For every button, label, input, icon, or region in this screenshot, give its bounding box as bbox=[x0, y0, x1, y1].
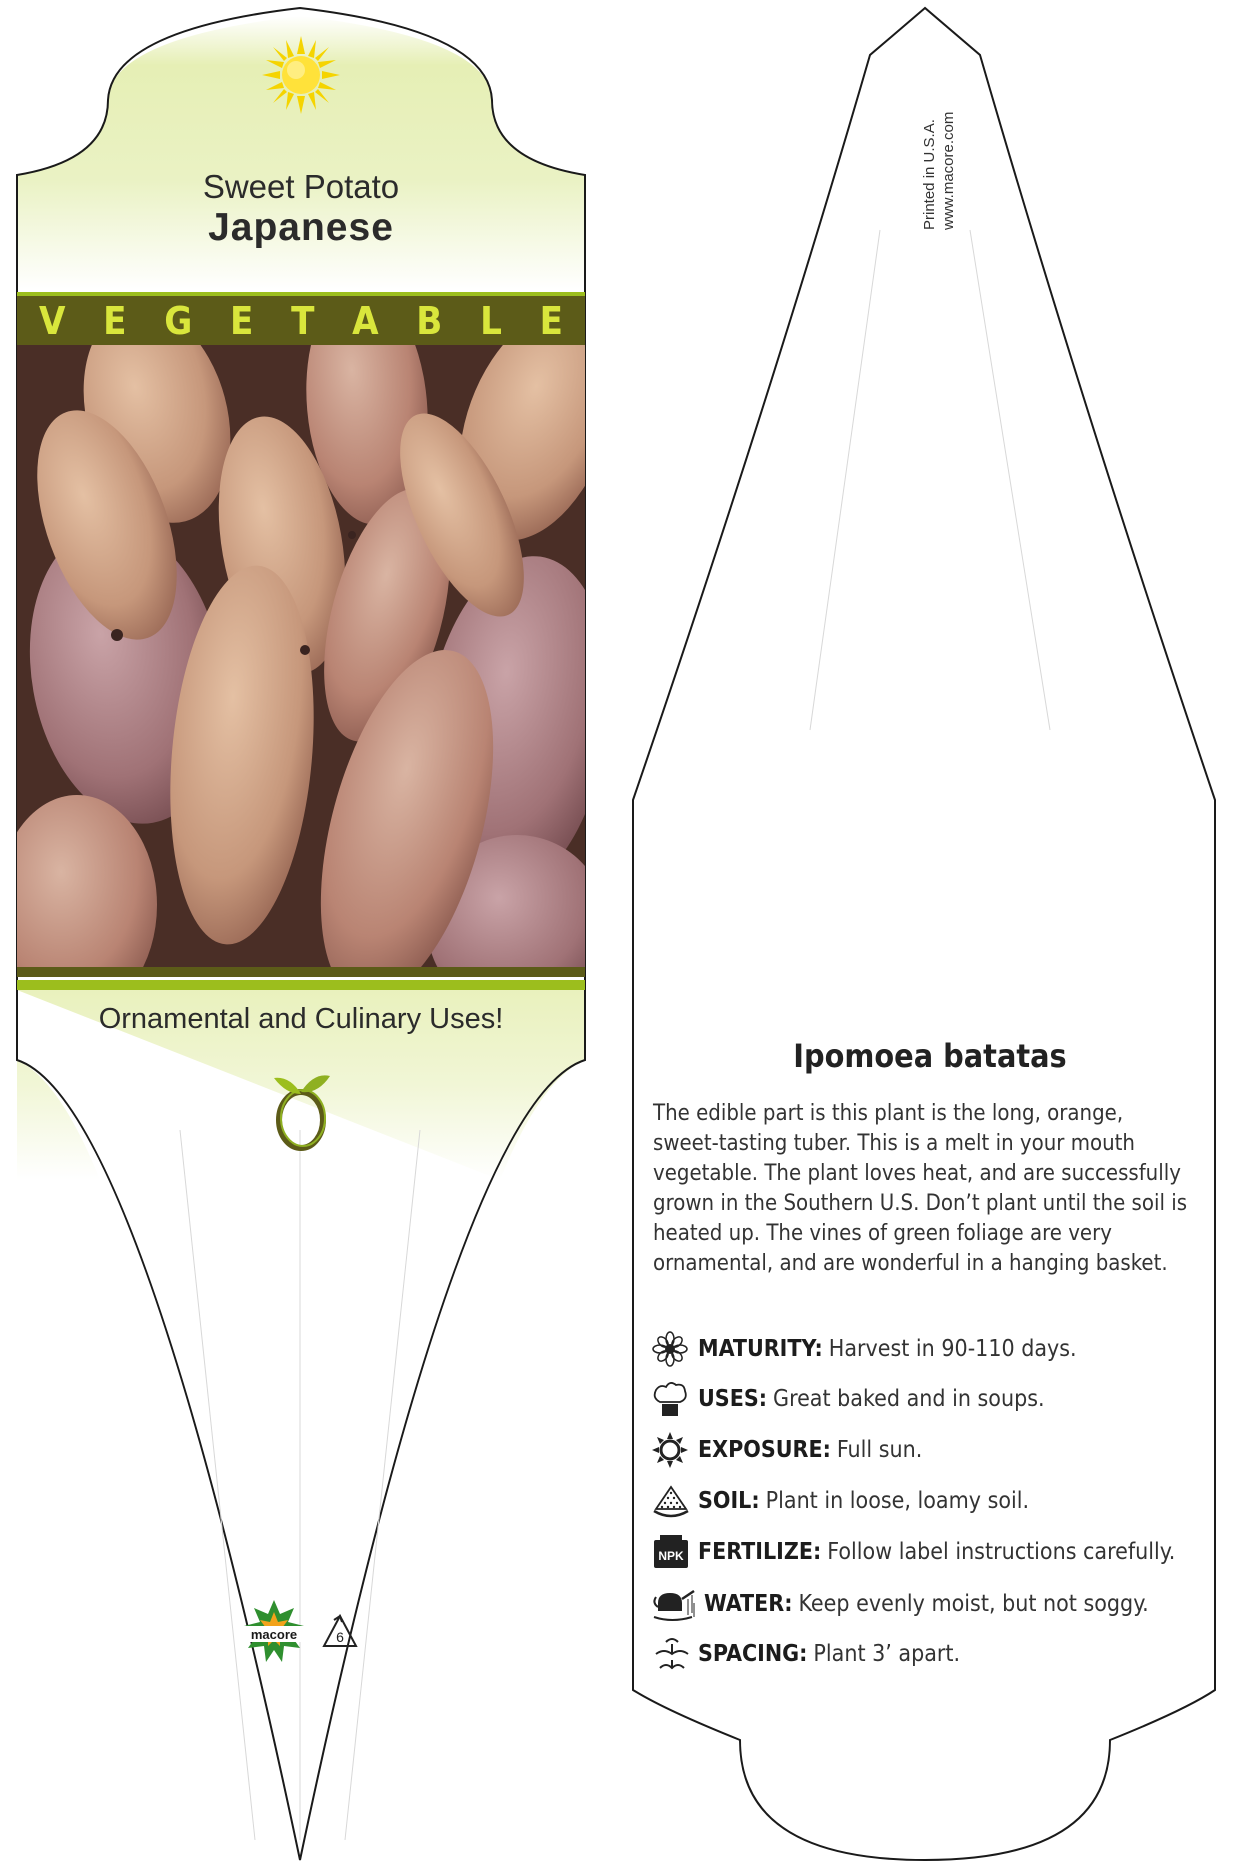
seed-logo-icon bbox=[268, 1068, 334, 1152]
sun-icon bbox=[652, 1430, 698, 1470]
attr-label: SPACING: bbox=[698, 1641, 808, 1667]
npk-icon bbox=[652, 1532, 698, 1572]
photo-divider-green bbox=[17, 980, 585, 990]
sweet-potato-photo bbox=[17, 345, 585, 967]
plant-description: The edible part is this plant is the long, orange, sweet-tasting tuber. This is a melt in your mouth vegetable. The plant loves heat, and are successfully grown in the Southern U.S. Don’t plant until the soil is heated up. The vines of green foliage are very ornamental, and are wonderful in a hanging basket. bbox=[653, 1101, 1188, 1276]
attr-spacing bbox=[652, 1634, 960, 1674]
category-letter: A bbox=[352, 299, 379, 343]
category-letter: V bbox=[39, 299, 66, 343]
category-letter: T bbox=[291, 299, 315, 343]
attr-label: FERTILIZE: bbox=[698, 1539, 822, 1565]
plant-common-name: Sweet Potato bbox=[202, 168, 400, 205]
front-guide-line bbox=[180, 1130, 255, 1840]
chef-hat-icon bbox=[652, 1379, 698, 1419]
recycle-code: 6 bbox=[336, 1629, 344, 1645]
attr-label: MATURITY: bbox=[698, 1336, 823, 1362]
npk-label: NPK bbox=[658, 1549, 684, 1563]
attr-value: Full sun. bbox=[836, 1437, 923, 1463]
attr-exposure bbox=[652, 1430, 922, 1470]
category-letter: E bbox=[103, 299, 127, 343]
attr-value: Harvest in 90-110 days. bbox=[828, 1336, 1077, 1362]
attr-label: SOIL: bbox=[698, 1488, 760, 1514]
attr-maturity bbox=[652, 1329, 1077, 1369]
macore-logo-icon bbox=[240, 1598, 308, 1668]
soil-icon bbox=[652, 1481, 698, 1521]
back-guide-line bbox=[970, 230, 1050, 730]
brand-name: macore bbox=[250, 1627, 298, 1642]
attr-value: Follow label instructions carefully. bbox=[827, 1539, 1176, 1565]
printed-website: www.macore.com bbox=[940, 111, 957, 230]
attr-value: Plant in loose, loamy soil. bbox=[765, 1488, 1030, 1514]
printed-info bbox=[920, 112, 958, 230]
category-letter: E bbox=[230, 299, 254, 343]
attr-label: WATER: bbox=[704, 1591, 793, 1617]
category-letter: L bbox=[480, 299, 502, 343]
plant-variety-name: Japanese bbox=[208, 206, 394, 249]
printed-country: Printed in U.S.A. bbox=[921, 119, 938, 230]
attr-fertilize bbox=[652, 1532, 1175, 1572]
back-tag-outline bbox=[633, 8, 1215, 1860]
front-guide-line bbox=[345, 1130, 420, 1840]
category-banner-text bbox=[17, 295, 585, 347]
attr-label: EXPOSURE: bbox=[698, 1437, 831, 1463]
photo-divider-dark bbox=[17, 967, 585, 977]
tagline: Ornamental and Culinary Uses! bbox=[98, 1003, 504, 1035]
attr-value: Plant 3’ apart. bbox=[813, 1641, 961, 1667]
category-letter: E bbox=[539, 299, 563, 343]
category-letter: B bbox=[416, 299, 443, 343]
attr-soil bbox=[652, 1481, 1029, 1521]
scientific-name: Ipomoea batatas bbox=[793, 1037, 1067, 1075]
recycle-icon bbox=[320, 1612, 360, 1652]
sun-icon bbox=[262, 36, 340, 114]
category-letter: G bbox=[164, 299, 193, 343]
attr-uses bbox=[652, 1379, 1045, 1419]
attr-value: Great baked and in soups. bbox=[773, 1386, 1045, 1412]
watering-can-icon bbox=[652, 1584, 704, 1624]
seedling-icon bbox=[652, 1634, 698, 1674]
attr-water bbox=[652, 1584, 1149, 1624]
attr-label: USES: bbox=[698, 1386, 768, 1412]
back-guide-line bbox=[810, 230, 880, 730]
attr-value: Keep evenly moist, but not soggy. bbox=[798, 1591, 1149, 1617]
flower-icon bbox=[652, 1329, 698, 1369]
